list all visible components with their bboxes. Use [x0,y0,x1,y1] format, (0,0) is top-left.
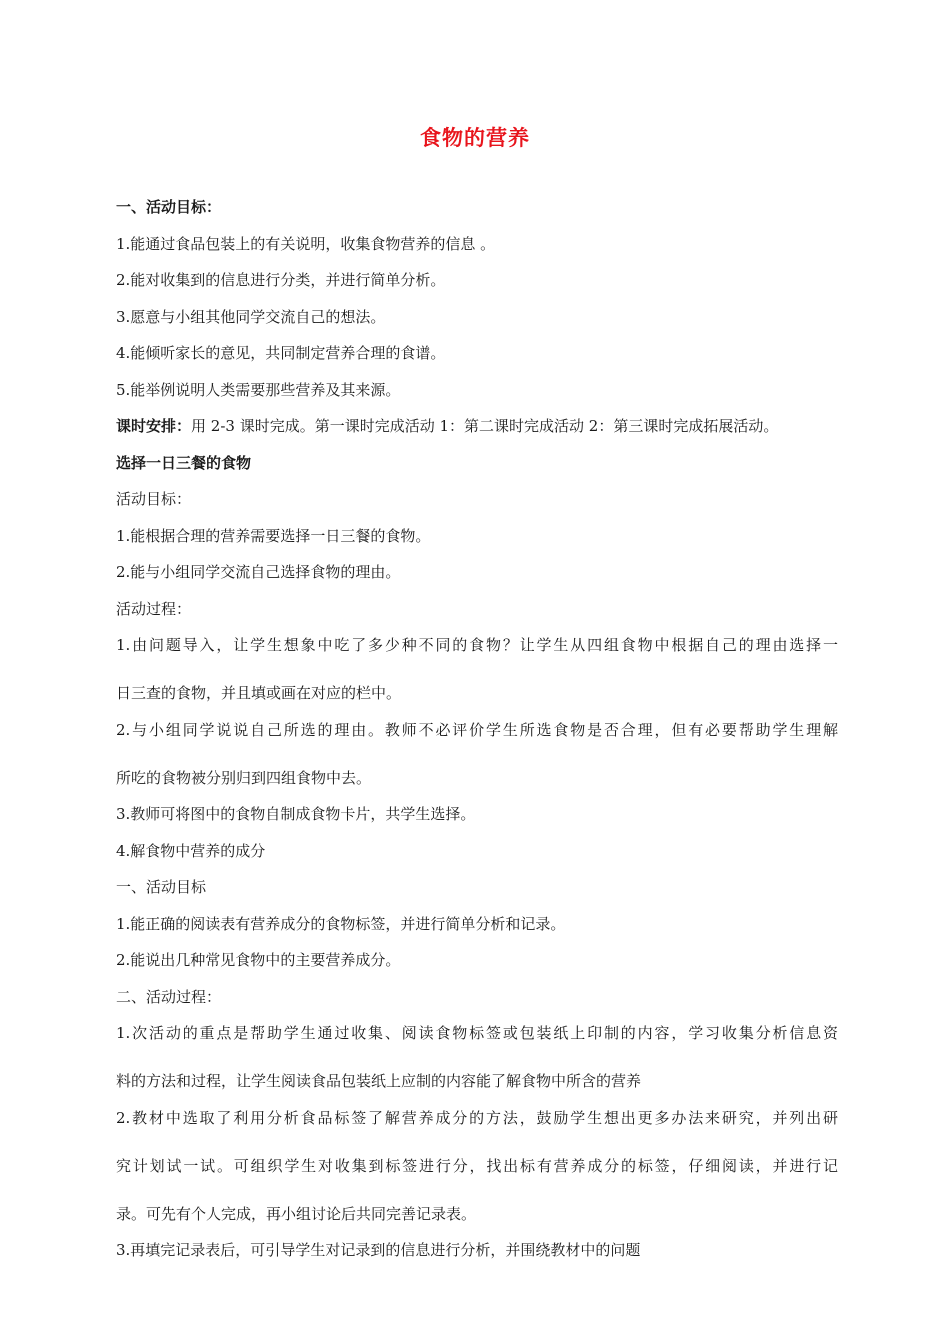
list-item: 3.教师可将图中的食物自制成食物卡片，共学生选择。 [116,805,476,823]
subheading: 活动目标： [116,490,192,508]
subheading: 活动过程： [116,599,192,618]
document-body [116,197,838,1277]
schedule-text: 用 2-3 课时完成。第一课时完成活动 1：第二课时完成活动 2：第三课时完成拓展活动。 [191,417,779,435]
schedule-line [116,416,838,436]
subheading: 二、活动过程： [116,987,222,1006]
paragraph-line: 3.再填完记录表后，可引导学生对记录到的信息进行分析，并围绕教材中的问题 [116,1241,641,1259]
list-item: 1.能正确的阅读表有营养成分的食物标签，并进行简单分析和记录。 [116,914,566,933]
section-heading-meals: 选择一日三餐的食物 [116,453,252,472]
goal-item: 2.能对收集到的信息进行分类，并进行简单分析。 [116,271,446,289]
schedule-label: 课时安排： [116,417,192,435]
list-item: 2.能与小组同学交流自己选择食物的理由。 [116,563,401,581]
document-title: 食物的营养 [420,126,530,150]
goal-item: 3.愿意与小组其他同学交流自己的想法。 [116,307,386,326]
list-item: 1.能根据合理的营养需要选择一日三餐的食物。 [116,526,431,545]
paragraph-line: 2.与小组同学说说自己所选的理由。教师不必评价学生所选食物是否合理，但有必要帮助学生理解 [116,720,838,739]
goal-item: 4.能倾听家长的意见，共同制定营养合理的食谱。 [116,344,446,362]
list-item: 4.解食物中营养的成分 [116,841,266,860]
paragraph-line: 究计划试一试。可组织学生对收集到标签进行分，找出标有营养成分的标签，仔细阅读，并进行记 [116,1156,838,1175]
subheading: 一、活动目标 [116,878,207,896]
paragraph-line: 所吃的食物被分别归到四组食物中去。 [116,768,372,787]
goal-item: 5.能举例说明人类需要那些营养及其来源。 [116,380,401,399]
paragraph-line: 1.次活动的重点是帮助学生通过收集、阅读食物标签或包装纸上印制的内容，学习收集分析信息资 [116,1024,838,1042]
paragraph-line: 1.由问题导入，让学生想象中吃了多少种不同的食物？让学生从四组食物中根据自己的理由选择一 [116,636,838,654]
paragraph-line: 2.教材中选取了利用分析食品标签了解营养成分的方法，鼓励学生想出更多办法来研究，并列出研 [116,1108,838,1127]
section-heading-goals: 一、活动目标： [116,198,222,216]
list-item: 2.能说出几种常见食物中的主要营养成分。 [116,951,401,969]
paragraph-line: 日三查的食物，并且填或画在对应的栏中。 [116,684,402,702]
paragraph-line: 录。可先有个人完成，再小组讨论后共同完善记录表。 [116,1204,477,1223]
paragraph-line: 料的方法和过程，让学生阅读食品包装纸上应制的内容能了解食物中所含的营养 [116,1072,642,1090]
goal-item: 1.能通过食品包装上的有关说明，收集食物营养的信息 。 [116,234,496,253]
